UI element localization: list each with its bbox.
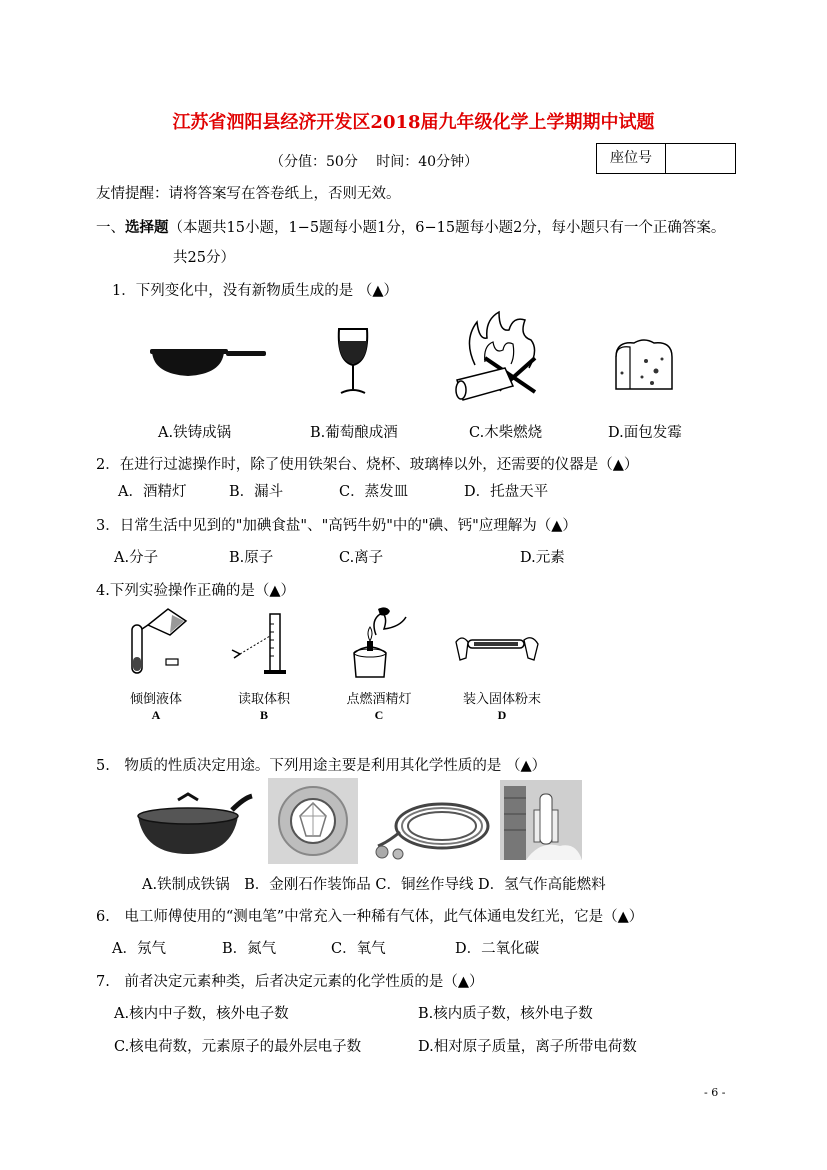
question-2-option-d: D．托盘天平 [464,484,549,500]
reading-volume-image [228,612,292,676]
section-instructions: （本题共15小题，1−5题每小题1分，6−15题每小题2分，每小题只有一个正确答案。 [168,220,726,236]
question-1-option-a: A.铁铸成锅 [158,425,232,441]
question-3-option-b: B.原子 [229,550,274,566]
question-7-stem: 7. 前者决定元素种类，后者决定元素的化学性质的是（▲） [96,974,484,990]
question-1-stem: 1．下列变化中，没有新物质生成的是 （▲） [112,283,398,299]
seat-number-box [596,143,736,174]
question-4-letter-c: C [374,708,384,722]
question-3-option-a: A.分子 [114,550,159,566]
score-time-info: （分值：50分 时间：40分钟） [270,154,479,170]
question-4-letter-a: A [151,708,161,722]
question-7-option-c: C.核电荷数，元素原子的最外层电子数 [114,1039,362,1055]
seat-number-field[interactable] [666,144,735,173]
question-5-options: A.铁制成铁锅 B．金刚石作装饰品 C．铜丝作导线 D．氢气作高能燃料 [142,877,606,893]
question-1-option-b: B.葡萄酿成酒 [310,425,398,441]
question-3-option-d: D.元素 [520,550,565,566]
question-7-option-a: A.核内中子数，核外电子数 [114,1006,289,1022]
question-1-option-d: D.面包发霉 [608,425,682,441]
section-heading-line2: 共25分） [173,250,235,266]
diamond-ornament-image [268,778,358,864]
seat-number-label: 座位号 [597,144,666,173]
question-3-stem: 3．日常生活中见到的"加碘食盐"、"高钙牛奶"中的"碘、钙"应理解为（▲） [96,518,577,534]
question-4-figure-b-label: 读取体积 [237,692,290,707]
wine-glass-image [335,325,371,397]
frying-pan-image [150,342,268,382]
page-number: - 6 - [704,1086,726,1099]
question-6-stem: 6. 电工师傅使用的“测电笔”中常充入一种稀有气体，此气体通电发红光，它是（▲） [96,909,644,925]
adding-powder-image [454,630,540,666]
question-4-figure-a-label: 倾倒液体 [129,692,182,707]
section-heading [96,216,725,237]
question-5-stem: 5. 物质的性质决定用途。下列用途主要是利用其化学性质的是 （▲） [96,758,547,774]
page-title: 江苏省泗阳县经济开发区2018届九年级化学上学期期中试题 [172,112,655,133]
iron-wok-image [134,792,254,856]
question-3-option-c: C.离子 [339,550,384,566]
question-6-option-b: B．氮气 [222,941,277,957]
question-4-figure-c-label: 点燃酒精灯 [346,692,412,707]
pouring-liquid-image [126,605,192,675]
question-4-letter-d: D [497,708,507,722]
question-4-letter-b: B [259,708,268,722]
question-7-option-d: D.相对原子质量，离子所带电荷数 [418,1039,637,1055]
question-2-option-c: C．蒸发皿 [339,484,409,500]
section-number: 一、 [96,220,125,236]
question-7-option-b: B.核内质子数，核外电子数 [418,1006,593,1022]
question-6-option-c: C．氧气 [331,941,386,957]
question-2-option-a: A．酒精灯 [118,484,187,500]
question-6-option-d: D．二氧化碳 [455,941,540,957]
moldy-bread-image [608,337,678,393]
question-1-option-c: C.木柴燃烧 [469,425,543,441]
rocket-launch-image [500,780,582,860]
burning-wood-image [455,310,545,402]
copper-wire-image [370,796,492,866]
question-6-option-a: A．氖气 [112,941,166,957]
question-4-figure-d-label: 装入固体粉末 [462,692,541,707]
question-2-stem: 2．在进行过滤操作时，除了使用铁架台、烧杯、玻璃棒以外，还需要的仪器是（▲） [96,457,639,473]
question-2-option-b: B．漏斗 [229,484,284,500]
lighting-alcohol-lamp-image [340,605,410,679]
reminder-text: 友情提醒：请将答案写在答卷纸上，否则无效。 [96,186,401,202]
section-name: 选择题 [125,219,169,236]
question-4-stem: 4.下列实验操作正确的是（▲） [96,583,295,599]
